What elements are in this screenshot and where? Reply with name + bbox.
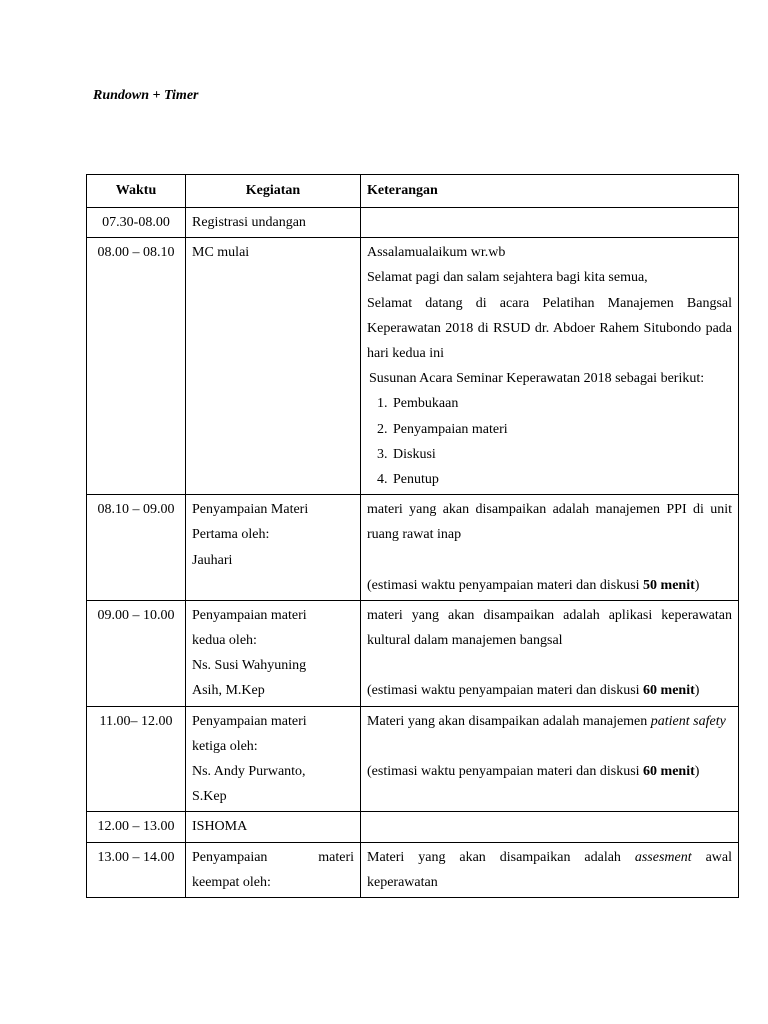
activity-line: Pertama oleh:	[192, 527, 270, 543]
note-cell	[361, 812, 739, 842]
estimate-text	[367, 573, 732, 598]
table-row	[87, 812, 739, 842]
time-cell: 08.10 – 09.00	[87, 495, 186, 601]
estimate-suffix: )	[694, 763, 700, 779]
activity-cell	[186, 706, 361, 812]
agenda-list	[367, 391, 732, 492]
activity-cell: ISHOMA	[186, 812, 361, 842]
time-cell: 08.00 – 08.10	[87, 238, 186, 495]
list-item: 2. Penyampaian materi	[391, 417, 732, 442]
table-row	[87, 706, 739, 812]
activity-cell: MC mulai	[186, 238, 361, 495]
estimate-prefix: (estimasi waktu penyampaian materi dan diskusi	[367, 577, 644, 593]
header-waktu: Waktu	[87, 175, 186, 208]
activity-line: Penyampaian Materi	[192, 502, 309, 518]
note-suffix: awal keperawatan	[367, 849, 732, 890]
note-cell	[361, 600, 739, 706]
note-text: materi yang akan disampaikan adalah aplikasi keperawatan kultural dalam manajemen bangsal	[367, 607, 732, 649]
table-row	[87, 208, 739, 238]
estimate-value: 50 menit	[643, 577, 695, 593]
activity-line: Penyampaian materi	[192, 607, 307, 623]
rundown-table	[86, 174, 739, 898]
time-cell: 12.00 – 13.00	[87, 812, 186, 842]
estimate-value: 60 menit	[643, 763, 695, 779]
activity-line: Jauhari	[192, 552, 233, 568]
activity-cell: Registrasi undangan	[186, 208, 361, 238]
note-prefix: Materi yang akan disampaikan adalah	[367, 849, 635, 865]
time-cell: 07.30-08.00	[87, 208, 186, 238]
note-line: Assalamualaikum wr.wb	[367, 245, 506, 261]
note-line: Selamat pagi dan salam sejahtera bagi kita semua,	[367, 270, 648, 286]
time-cell: 13.00 – 14.00	[87, 842, 186, 897]
time-cell: 11.00– 12.00	[87, 706, 186, 812]
note-cell	[361, 208, 739, 238]
note-text	[367, 845, 732, 895]
estimate-suffix: )	[694, 683, 700, 699]
note-italic: patient safety	[650, 713, 726, 729]
activity-word: materi	[318, 849, 354, 865]
activity-line: ketiga oleh:	[192, 738, 258, 754]
table-row	[87, 238, 739, 495]
time-cell: 09.00 – 10.00	[87, 600, 186, 706]
activity-line: S.Kep	[192, 789, 227, 805]
note-cell	[361, 842, 739, 897]
note-line: Susunan Acara Seminar Keperawatan 2018 sebagai berikut:	[369, 371, 705, 387]
table-row	[87, 842, 739, 897]
estimate-suffix: )	[694, 577, 700, 593]
list-item: 3. Diskusi	[391, 442, 732, 467]
activity-cell	[186, 842, 361, 897]
document-heading: Rundown + Timer	[93, 88, 199, 103]
table-header-row	[87, 175, 739, 208]
note-italic: assesment	[634, 849, 692, 865]
note-cell	[361, 706, 739, 812]
activity-line: Ns. Susi Wahyuning	[192, 658, 307, 674]
activity-line: Asih, M.Kep	[192, 683, 265, 699]
activity-line: Penyampaian materi	[192, 713, 307, 729]
note-line: Selamat datang di acara Pelatihan Manajemen Bangsal Keperawatan 2018 di RSUD dr. Abdoer Rahem Situbondo pada hari kedua ini	[367, 295, 732, 362]
list-item: 4. Penutup	[391, 467, 732, 492]
activity-line	[192, 845, 354, 870]
note-cell	[361, 495, 739, 601]
note-cell	[361, 238, 739, 495]
table-row	[87, 495, 739, 601]
activity-line: kedua oleh:	[192, 633, 257, 649]
note-text	[367, 709, 732, 734]
estimate-text	[367, 678, 732, 703]
estimate-prefix: (estimasi waktu penyampaian materi dan diskusi	[367, 763, 644, 779]
header-keterangan: Keterangan	[361, 175, 739, 208]
activity-line: Ns. Andy Purwanto,	[192, 764, 306, 780]
note-text: materi yang akan disampaikan adalah manajemen PPI di unit ruang rawat inap	[367, 502, 732, 543]
estimate-prefix: (estimasi waktu penyampaian materi dan diskusi	[367, 683, 644, 699]
estimate-text	[367, 759, 732, 784]
estimate-value: 60 menit	[643, 683, 695, 699]
note-prefix: Materi yang akan disampaikan adalah manajemen	[367, 713, 651, 729]
activity-line: keempat oleh:	[192, 874, 271, 890]
activity-cell	[186, 495, 361, 601]
activity-word: Penyampaian	[192, 849, 268, 865]
activity-cell	[186, 600, 361, 706]
table-row	[87, 600, 739, 706]
list-item: 1. Pembukaan	[391, 391, 732, 416]
header-kegiatan: Kegiatan	[186, 175, 361, 208]
